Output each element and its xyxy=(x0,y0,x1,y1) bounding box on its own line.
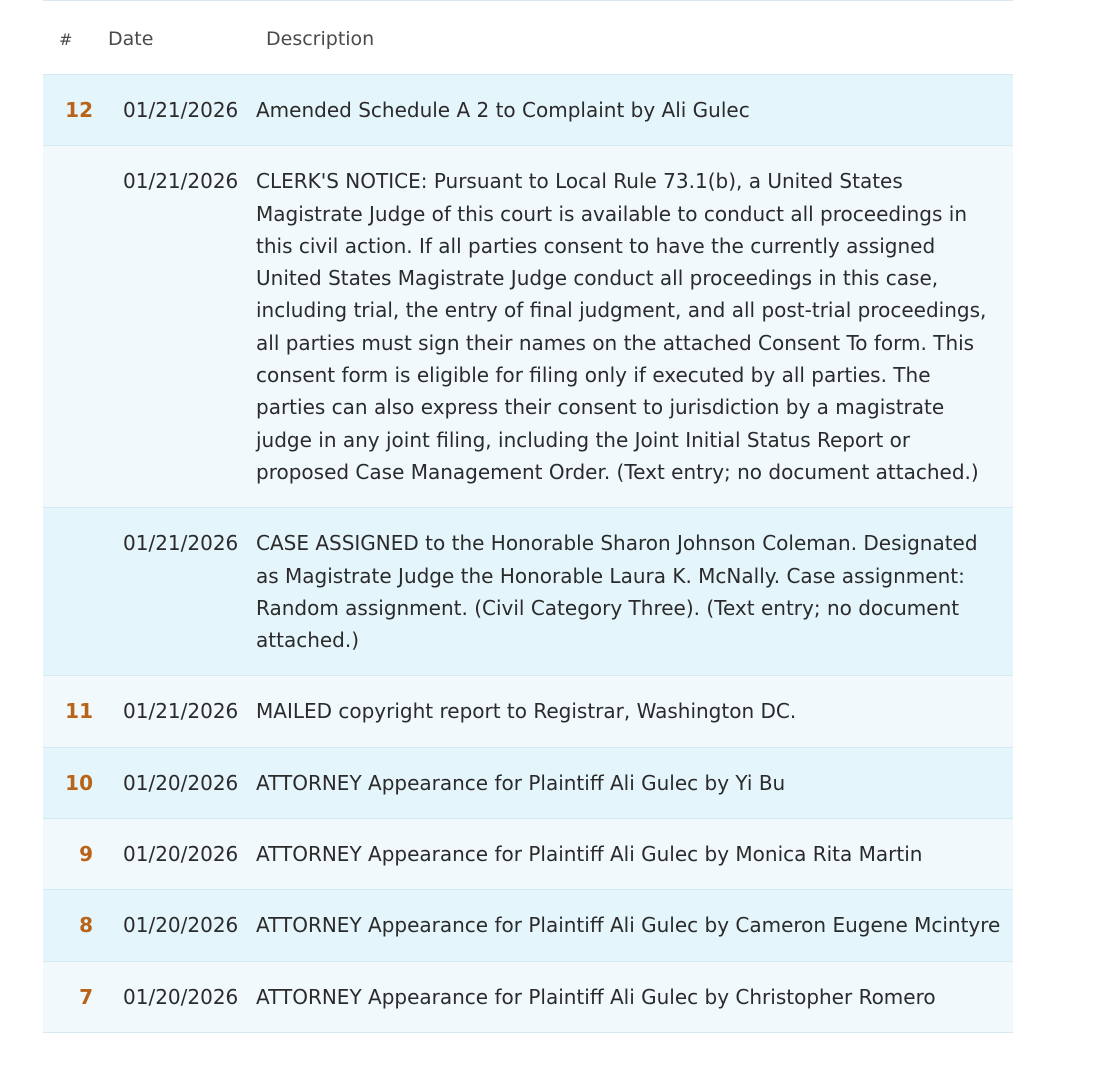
entry-description: Amended Schedule A 2 to Complaint by Ali Gulec xyxy=(256,98,750,122)
entry-description: ATTORNEY Appearance for Plaintiff Ali Gulec by Yi Bu xyxy=(256,770,786,795)
entry-number[interactable]: 9 xyxy=(79,842,93,867)
column-header-number[interactable]: # xyxy=(59,30,73,49)
entry-number[interactable]: 11 xyxy=(65,699,93,724)
entry-date: 01/20/2026 xyxy=(123,842,239,867)
entry-date: 01/21/2026 xyxy=(123,699,239,724)
entry-number[interactable]: 10 xyxy=(65,770,93,795)
entry-date: 01/20/2026 xyxy=(123,984,239,1009)
entry-number[interactable]: 12 xyxy=(65,98,93,122)
table-row xyxy=(43,890,1013,961)
entry-date: 01/20/2026 xyxy=(123,770,239,795)
entry-description: MAILED copyright report to Registrar, Washington DC. xyxy=(256,699,797,724)
table-row xyxy=(43,962,1013,1033)
table-row xyxy=(43,508,1013,676)
table-row xyxy=(43,146,1013,508)
entry-date: 01/21/2026 xyxy=(123,98,239,122)
entry-number[interactable]: 8 xyxy=(79,913,93,938)
column-header-description[interactable]: Description xyxy=(266,28,375,50)
docket-table xyxy=(43,0,1013,1091)
table-row xyxy=(43,819,1013,890)
table-row xyxy=(43,676,1013,747)
table-row xyxy=(43,75,1013,146)
entry-description: ATTORNEY Appearance for Plaintiff Ali Gulec by Monica Rita Martin xyxy=(256,842,923,867)
column-header-date[interactable]: Date xyxy=(108,28,154,50)
entry-date: 01/20/2026 xyxy=(123,913,239,938)
entry-date: 01/21/2026 xyxy=(123,531,239,556)
entry-description: ATTORNEY Appearance for Plaintiff Ali Gulec by Christopher Romero xyxy=(256,984,936,1009)
entry-number[interactable]: 7 xyxy=(79,984,93,1009)
entry-description: ATTORNEY Appearance for Plaintiff Ali Gulec by Cameron Eugene Mcintyre xyxy=(256,913,1001,938)
table-row xyxy=(43,748,1013,819)
entry-date: 01/21/2026 xyxy=(123,169,239,194)
entry-description: CLERK'S NOTICE: Pursuant to Local Rule 73.1(b), a United States Magistrate Judge of this court is available to conduct all proceedings in this civil action. If all parties consent to have the currently assigned United States Magistrate Judge conduct all proceedings in this case, including trial, the entry of final judgment, and all post-trial proceedings, all parties must sign their names on the attached Consent To form. This consent form is eligible for filing only if executed by all parties. The parties can also express their consent to jurisdiction by a magistrate judge in any joint filing, including the Joint Initial Status Report or proposed Case Management Order. (Text entry; no document attached.) xyxy=(256,169,987,484)
table-header xyxy=(43,1,1013,75)
entry-description: CASE ASSIGNED to the Honorable Sharon Johnson Coleman. Designated as Magistrate Judge the Honorable Laura K. McNally. Case assignment: Random assignment. (Civil Category Three). (Text entry; no document attached.) xyxy=(256,531,978,653)
